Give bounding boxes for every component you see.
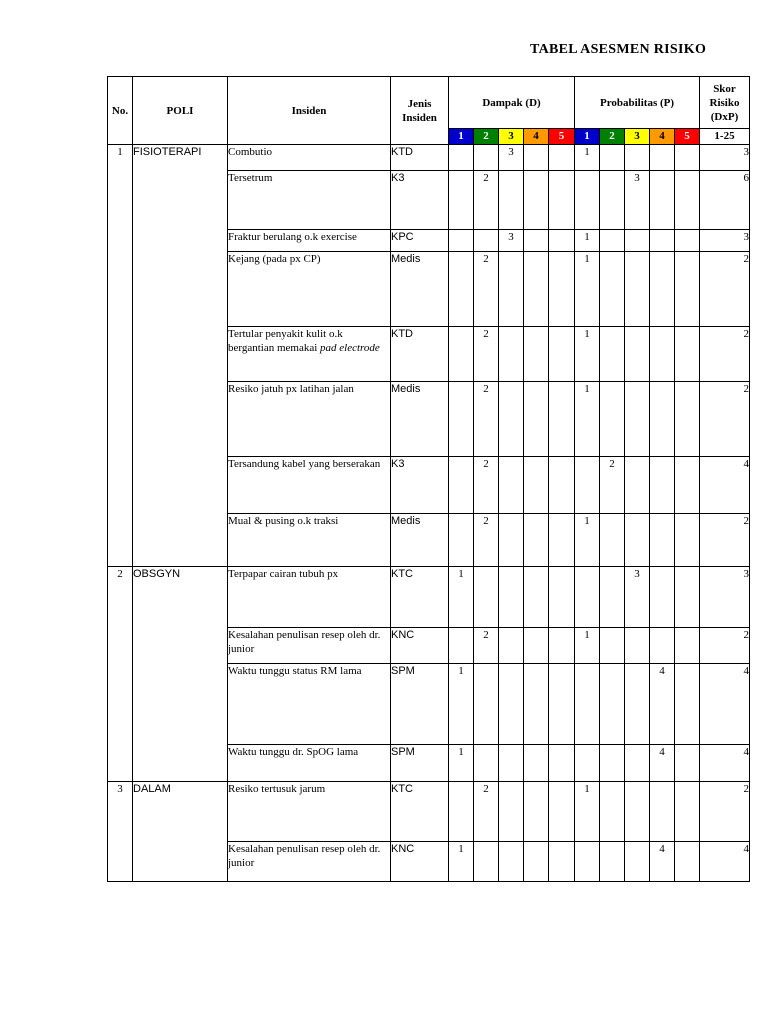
probabilitas-cell-5: [675, 327, 700, 382]
probabilitas-cell-5: [675, 567, 700, 628]
dampak-cell-1: [449, 457, 474, 514]
row-number: 2: [108, 567, 133, 628]
dampak-cell-2: [474, 230, 499, 252]
probabilitas-cell-2: [600, 514, 625, 567]
dampak-cell-4: [524, 842, 549, 882]
dampak-cell-4: [524, 382, 549, 457]
skor-risiko: 6: [700, 171, 750, 230]
poli-name: FISIOTERAPI: [133, 145, 228, 171]
dampak-cell-5: [549, 842, 575, 882]
dampak-scale-2: 2: [474, 129, 499, 145]
dampak-cell-4: [524, 171, 549, 230]
insiden-cell: Resiko jatuh px latihan jalan: [228, 382, 391, 457]
probabilitas-cell-3: [625, 514, 650, 567]
dampak-cell-3: [499, 782, 524, 842]
probabilitas-cell-3: [625, 745, 650, 782]
table-row: [108, 382, 750, 457]
dampak-cell-3: [499, 567, 524, 628]
insiden-cell: Waktu tunggu status RM lama: [228, 664, 391, 745]
probabilitas-cell-4: [650, 145, 675, 171]
insiden-cell: Mual & pusing o.k traksi: [228, 514, 391, 567]
probabilitas-cell-2: [600, 782, 625, 842]
header-jenis-line1: Jenis: [407, 97, 432, 110]
probabilitas-cell-4: [650, 327, 675, 382]
dampak-cell-3: 3: [499, 145, 524, 171]
jenis-insiden: K3: [391, 457, 449, 514]
dampak-cell-3: [499, 842, 524, 882]
dampak-cell-4: [524, 457, 549, 514]
probabilitas-cell-4: [650, 457, 675, 514]
probabilitas-cell-3: [625, 382, 650, 457]
dampak-cell-1: 1: [449, 745, 474, 782]
probabilitas-cell-5: [675, 252, 700, 327]
poli-name: [133, 514, 228, 567]
header-probabilitas: Probabilitas (P): [575, 77, 700, 129]
probabilitas-cell-3: [625, 145, 650, 171]
poli-name: [133, 230, 228, 252]
probabilitas-cell-1: 1: [575, 628, 600, 664]
dampak-cell-5: [549, 514, 575, 567]
row-number: [108, 664, 133, 745]
probabilitas-cell-5: [675, 382, 700, 457]
probabilitas-cell-3: 3: [625, 171, 650, 230]
jenis-insiden: Medis: [391, 514, 449, 567]
dampak-cell-2: [474, 145, 499, 171]
probabilitas-cell-2: [600, 664, 625, 745]
insiden-cell: Waktu tunggu dr. SpOG lama: [228, 745, 391, 782]
header-dampak: Dampak (D): [449, 77, 575, 129]
dampak-cell-1: 1: [449, 842, 474, 882]
jenis-insiden: KNC: [391, 842, 449, 882]
dampak-cell-1: [449, 327, 474, 382]
header-jenis-line2: Insiden: [402, 111, 437, 124]
probabilitas-scale-5: 5: [675, 129, 700, 145]
probabilitas-cell-2: [600, 745, 625, 782]
row-number: [108, 171, 133, 230]
risk-assessment-table: [107, 76, 750, 882]
dampak-cell-2: 2: [474, 628, 499, 664]
insiden-cell: [228, 327, 391, 382]
row-number: 1: [108, 145, 133, 171]
insiden-cell: Terpapar cairan tubuh px: [228, 567, 391, 628]
dampak-scale-3: 3: [499, 129, 524, 145]
poli-name: [133, 664, 228, 745]
probabilitas-cell-1: 1: [575, 327, 600, 382]
dampak-cell-3: [499, 252, 524, 327]
dampak-cell-1: [449, 230, 474, 252]
skor-risiko: 2: [700, 327, 750, 382]
row-number: [108, 327, 133, 382]
row-number: 3: [108, 782, 133, 842]
probabilitas-cell-1: [575, 171, 600, 230]
header-jenis-insiden: [391, 77, 449, 145]
dampak-scale-1: 1: [449, 129, 474, 145]
probabilitas-cell-2: [600, 252, 625, 327]
probabilitas-cell-5: [675, 171, 700, 230]
row-number: [108, 252, 133, 327]
dampak-cell-3: [499, 514, 524, 567]
probabilitas-cell-2: [600, 567, 625, 628]
insiden-cell: Tersetrum: [228, 171, 391, 230]
jenis-insiden: Medis: [391, 252, 449, 327]
table-row: [108, 782, 750, 842]
poli-name: DALAM: [133, 782, 228, 842]
probabilitas-cell-3: [625, 457, 650, 514]
skor-risiko: 4: [700, 842, 750, 882]
table-row: [108, 745, 750, 782]
dampak-cell-5: [549, 782, 575, 842]
probabilitas-cell-4: [650, 171, 675, 230]
header-skor-line1: Skor: [713, 82, 736, 95]
insiden-cell: Kejang (pada px CP): [228, 252, 391, 327]
dampak-cell-2: [474, 567, 499, 628]
probabilitas-cell-5: [675, 842, 700, 882]
probabilitas-cell-3: [625, 782, 650, 842]
probabilitas-cell-1: 1: [575, 145, 600, 171]
probabilitas-cell-3: [625, 230, 650, 252]
row-number: [108, 514, 133, 567]
probabilitas-cell-2: [600, 382, 625, 457]
probabilitas-cell-2: [600, 230, 625, 252]
probabilitas-cell-1: 1: [575, 514, 600, 567]
dampak-cell-1: [449, 145, 474, 171]
dampak-cell-2: 2: [474, 327, 499, 382]
probabilitas-cell-1: [575, 567, 600, 628]
table-row: [108, 628, 750, 664]
probabilitas-cell-1: [575, 457, 600, 514]
insiden-cell: Tersandung kabel yang berserakan: [228, 457, 391, 514]
poli-name: [133, 628, 228, 664]
probabilitas-cell-5: [675, 664, 700, 745]
dampak-cell-3: [499, 628, 524, 664]
dampak-cell-3: [499, 664, 524, 745]
jenis-insiden: SPM: [391, 745, 449, 782]
probabilitas-cell-3: [625, 842, 650, 882]
table-row: [108, 842, 750, 882]
poli-name: OBSGYN: [133, 567, 228, 628]
dampak-cell-4: [524, 567, 549, 628]
jenis-insiden: SPM: [391, 664, 449, 745]
jenis-insiden: KNC: [391, 628, 449, 664]
probabilitas-cell-3: [625, 252, 650, 327]
jenis-insiden: KTD: [391, 145, 449, 171]
dampak-scale-4: 4: [524, 129, 549, 145]
probabilitas-cell-1: 1: [575, 252, 600, 327]
jenis-insiden: K3: [391, 171, 449, 230]
jenis-insiden: KTD: [391, 327, 449, 382]
dampak-cell-3: [499, 457, 524, 514]
header-skor-line3: (DxP): [710, 110, 739, 123]
probabilitas-cell-5: [675, 145, 700, 171]
jenis-insiden: KPC: [391, 230, 449, 252]
dampak-cell-1: [449, 514, 474, 567]
dampak-cell-4: [524, 252, 549, 327]
skor-risiko: 4: [700, 745, 750, 782]
poli-name: [133, 842, 228, 882]
table-row: [108, 457, 750, 514]
poli-name: [133, 327, 228, 382]
poli-name: [133, 457, 228, 514]
dampak-cell-5: [549, 252, 575, 327]
probabilitas-cell-2: [600, 145, 625, 171]
page-title: TABEL ASESMEN RISIKO: [530, 42, 707, 57]
dampak-cell-2: 2: [474, 252, 499, 327]
probabilitas-cell-3: [625, 664, 650, 745]
insiden-cell: Kesalahan penulisan resep oleh dr. junior: [228, 842, 391, 882]
probabilitas-cell-1: 1: [575, 230, 600, 252]
dampak-cell-2: 2: [474, 171, 499, 230]
dampak-cell-5: [549, 145, 575, 171]
probabilitas-cell-2: [600, 327, 625, 382]
dampak-cell-5: [549, 171, 575, 230]
dampak-cell-5: [549, 327, 575, 382]
dampak-cell-3: [499, 327, 524, 382]
insiden-cell: Resiko tertusuk jarum: [228, 782, 391, 842]
table-row: [108, 230, 750, 252]
skor-risiko: 4: [700, 664, 750, 745]
dampak-cell-3: 3: [499, 230, 524, 252]
dampak-cell-1: [449, 382, 474, 457]
probabilitas-cell-4: [650, 252, 675, 327]
header-poli: POLI: [133, 77, 228, 145]
probabilitas-cell-1: [575, 842, 600, 882]
dampak-cell-4: [524, 230, 549, 252]
skor-range: 1-25: [700, 129, 750, 145]
skor-risiko: 3: [700, 145, 750, 171]
probabilitas-cell-4: [650, 514, 675, 567]
poli-name: [133, 382, 228, 457]
dampak-cell-4: [524, 628, 549, 664]
dampak-cell-5: [549, 628, 575, 664]
dampak-cell-5: [549, 664, 575, 745]
insiden-cell: Kesalahan penulisan resep oleh dr. junior: [228, 628, 391, 664]
table-row: [108, 171, 750, 230]
probabilitas-cell-1: [575, 745, 600, 782]
poli-name: [133, 252, 228, 327]
dampak-cell-5: [549, 382, 575, 457]
probabilitas-cell-5: [675, 457, 700, 514]
dampak-cell-2: 2: [474, 514, 499, 567]
jenis-insiden: KTC: [391, 782, 449, 842]
dampak-cell-4: [524, 327, 549, 382]
row-number: [108, 230, 133, 252]
header-no: No.: [108, 77, 133, 145]
dampak-cell-2: [474, 842, 499, 882]
dampak-cell-3: [499, 745, 524, 782]
table-row: [108, 145, 750, 171]
probabilitas-cell-1: 1: [575, 782, 600, 842]
row-number: [108, 842, 133, 882]
probabilitas-cell-3: [625, 327, 650, 382]
probabilitas-cell-1: 1: [575, 382, 600, 457]
probabilitas-cell-5: [675, 230, 700, 252]
probabilitas-cell-4: [650, 782, 675, 842]
jenis-insiden: KTC: [391, 567, 449, 628]
table-row: [108, 567, 750, 628]
table-row: [108, 252, 750, 327]
dampak-cell-2: [474, 745, 499, 782]
skor-risiko: 3: [700, 567, 750, 628]
dampak-cell-1: [449, 628, 474, 664]
dampak-cell-3: [499, 171, 524, 230]
dampak-cell-2: 2: [474, 457, 499, 514]
poli-name: [133, 745, 228, 782]
probabilitas-cell-2: 2: [600, 457, 625, 514]
dampak-cell-5: [549, 230, 575, 252]
probabilitas-cell-4: 4: [650, 664, 675, 745]
probabilitas-cell-2: [600, 171, 625, 230]
probabilitas-cell-2: [600, 628, 625, 664]
row-number: [108, 382, 133, 457]
probabilitas-cell-4: [650, 567, 675, 628]
probabilitas-scale-4: 4: [650, 129, 675, 145]
insiden-italic-text: pad electrode: [320, 342, 380, 354]
header-skor-risiko: [700, 77, 750, 129]
skor-risiko: 2: [700, 628, 750, 664]
skor-risiko: 2: [700, 252, 750, 327]
dampak-cell-1: 1: [449, 664, 474, 745]
dampak-cell-1: [449, 252, 474, 327]
probabilitas-cell-5: [675, 745, 700, 782]
probabilitas-scale-1: 1: [575, 129, 600, 145]
dampak-cell-1: 1: [449, 567, 474, 628]
dampak-cell-2: [474, 664, 499, 745]
dampak-cell-1: [449, 171, 474, 230]
probabilitas-cell-4: 4: [650, 745, 675, 782]
dampak-cell-5: [549, 457, 575, 514]
dampak-cell-2: 2: [474, 382, 499, 457]
probabilitas-cell-4: [650, 382, 675, 457]
row-number: [108, 745, 133, 782]
dampak-cell-3: [499, 382, 524, 457]
poli-name: [133, 171, 228, 230]
probabilitas-scale-2: 2: [600, 129, 625, 145]
row-number: [108, 628, 133, 664]
probabilitas-cell-3: 3: [625, 567, 650, 628]
insiden-cell: Fraktur berulang o.k exercise: [228, 230, 391, 252]
dampak-cell-1: [449, 782, 474, 842]
probabilitas-cell-3: [625, 628, 650, 664]
probabilitas-cell-4: [650, 230, 675, 252]
header-insiden: Insiden: [228, 77, 391, 145]
dampak-cell-2: 2: [474, 782, 499, 842]
probabilitas-scale-3: 3: [625, 129, 650, 145]
dampak-cell-4: [524, 145, 549, 171]
dampak-scale-5: 5: [549, 129, 575, 145]
skor-risiko: 2: [700, 514, 750, 567]
probabilitas-cell-5: [675, 782, 700, 842]
dampak-cell-4: [524, 745, 549, 782]
row-number: [108, 457, 133, 514]
table-row: [108, 327, 750, 382]
probabilitas-cell-5: [675, 514, 700, 567]
skor-risiko: 3: [700, 230, 750, 252]
dampak-cell-5: [549, 745, 575, 782]
probabilitas-cell-4: [650, 628, 675, 664]
skor-risiko: 2: [700, 782, 750, 842]
probabilitas-cell-1: [575, 664, 600, 745]
probabilitas-cell-2: [600, 842, 625, 882]
probabilitas-cell-4: 4: [650, 842, 675, 882]
dampak-cell-4: [524, 664, 549, 745]
insiden-text: Tertular penyakit kulit o.k bergantian memakai: [228, 328, 343, 354]
probabilitas-cell-5: [675, 628, 700, 664]
dampak-cell-4: [524, 514, 549, 567]
dampak-cell-5: [549, 567, 575, 628]
insiden-cell: Combutio: [228, 145, 391, 171]
skor-risiko: 2: [700, 382, 750, 457]
table-row: [108, 664, 750, 745]
skor-risiko: 4: [700, 457, 750, 514]
dampak-cell-4: [524, 782, 549, 842]
table-row: [108, 514, 750, 567]
jenis-insiden: Medis: [391, 382, 449, 457]
header-skor-line2: Risiko: [709, 96, 740, 109]
